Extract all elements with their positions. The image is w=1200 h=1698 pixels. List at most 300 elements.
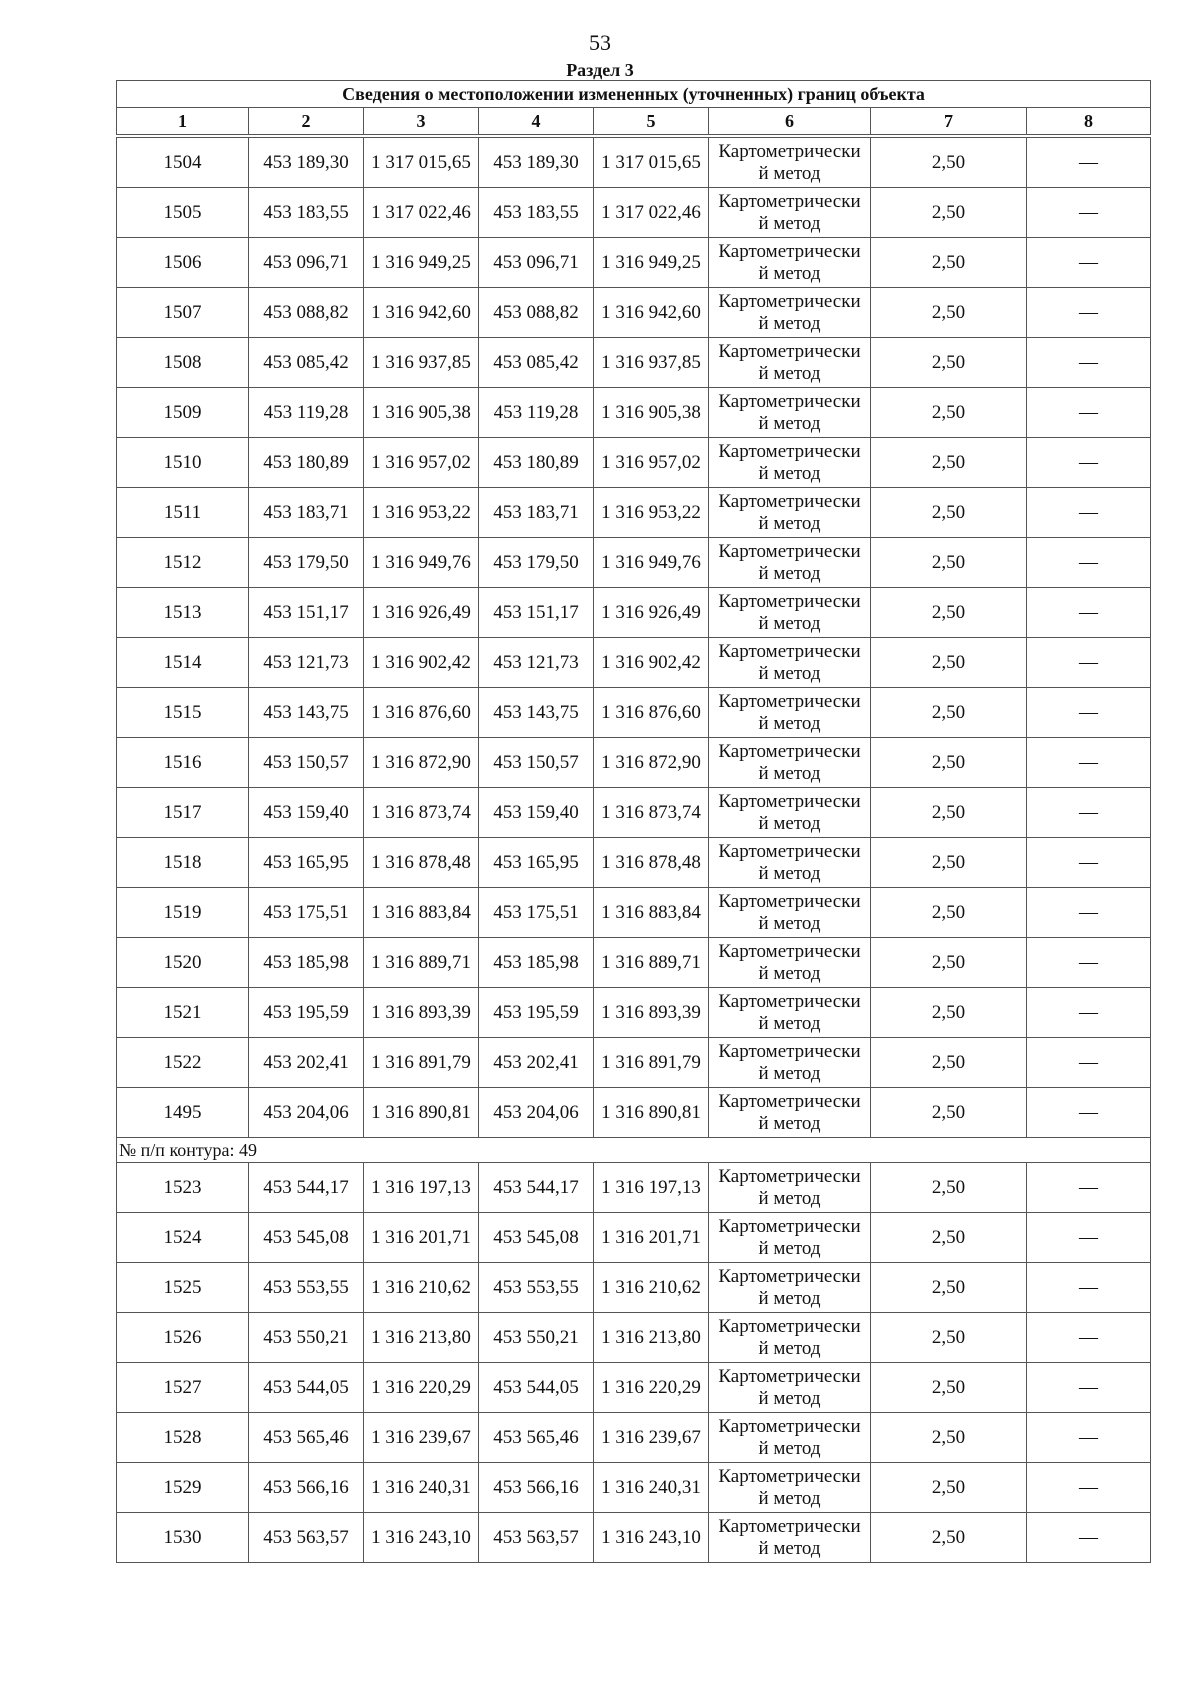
cell-acc: 2,50 [871, 238, 1027, 288]
cell-method [709, 1263, 871, 1313]
table-caption-row [117, 81, 1151, 108]
method-line: й метод [758, 512, 821, 534]
cell-y2: 1 316 949,76 [594, 538, 709, 588]
cell-x1: 453 150,57 [249, 738, 364, 788]
column-header: 6 [709, 108, 871, 135]
cell-x2: 453 185,98 [479, 938, 594, 988]
cell-n: 1516 [117, 738, 249, 788]
cell-acc: 2,50 [871, 1038, 1027, 1088]
method-line: Картометрически [718, 990, 861, 1012]
cell-method [709, 438, 871, 488]
cell-note: — [1027, 988, 1151, 1038]
cell-note: — [1027, 688, 1151, 738]
table-row [117, 1038, 1151, 1088]
cell-method [709, 138, 871, 188]
cell-y1: 1 316 891,79 [364, 1038, 479, 1088]
table-row [117, 1263, 1151, 1313]
column-header: 7 [871, 108, 1027, 135]
cell-note: — [1027, 738, 1151, 788]
cell-x1: 453 085,42 [249, 338, 364, 388]
method-line: Картометрически [718, 1265, 861, 1287]
cell-method [709, 838, 871, 888]
method-line: й метод [758, 612, 821, 634]
cell-x2: 453 088,82 [479, 288, 594, 338]
method-line: Картометрически [718, 540, 861, 562]
cell-x2: 453 566,16 [479, 1463, 594, 1513]
cell-n: 1505 [117, 188, 249, 238]
table-row [117, 988, 1151, 1038]
cell-x2: 453 159,40 [479, 788, 594, 838]
cell-acc: 2,50 [871, 438, 1027, 488]
cell-y2: 1 316 942,60 [594, 288, 709, 338]
cell-n: 1511 [117, 488, 249, 538]
cell-x2: 453 189,30 [479, 138, 594, 188]
method-line: й метод [758, 1287, 821, 1309]
cell-n: 1510 [117, 438, 249, 488]
method-line: й метод [758, 162, 821, 184]
cell-n: 1512 [117, 538, 249, 588]
table-row [117, 588, 1151, 638]
cell-note: — [1027, 1363, 1151, 1413]
table-row [117, 1088, 1151, 1138]
method-line: й метод [758, 762, 821, 784]
cell-note: — [1027, 538, 1151, 588]
cell-acc: 2,50 [871, 738, 1027, 788]
cell-method [709, 1363, 871, 1413]
method-line: й метод [758, 862, 821, 884]
method-line: Картометрически [718, 390, 861, 412]
method-line: Картометрически [718, 1415, 861, 1437]
method-line: Картометрически [718, 340, 861, 362]
cell-n: 1515 [117, 688, 249, 738]
cell-y1: 1 316 893,39 [364, 988, 479, 1038]
cell-acc: 2,50 [871, 1213, 1027, 1263]
cell-y2: 1 316 893,39 [594, 988, 709, 1038]
method-line: й метод [758, 1487, 821, 1509]
method-line: Картометрически [718, 890, 861, 912]
cell-y1: 1 316 243,10 [364, 1513, 479, 1563]
method-line: Картометрически [718, 590, 861, 612]
cell-method [709, 1038, 871, 1088]
cell-acc: 2,50 [871, 888, 1027, 938]
cell-x2: 453 180,89 [479, 438, 594, 488]
table-row [117, 788, 1151, 838]
section-title: Раздел 3 [566, 60, 634, 80]
cell-y1: 1 316 890,81 [364, 1088, 479, 1138]
cell-n: 1530 [117, 1513, 249, 1563]
cell-y1: 1 316 239,67 [364, 1413, 479, 1463]
table-row [117, 688, 1151, 738]
cell-y1: 1 316 949,76 [364, 538, 479, 588]
cell-note: — [1027, 138, 1151, 188]
method-line: Картометрически [718, 1315, 861, 1337]
cell-n: 1513 [117, 588, 249, 638]
cell-y2: 1 316 243,10 [594, 1513, 709, 1563]
cell-note: — [1027, 1163, 1151, 1213]
cell-y1: 1 316 240,31 [364, 1463, 479, 1513]
cell-x2: 453 204,06 [479, 1088, 594, 1138]
cell-note: — [1027, 838, 1151, 888]
cell-y2: 1 316 957,02 [594, 438, 709, 488]
cell-n: 1519 [117, 888, 249, 938]
cell-x1: 453 202,41 [249, 1038, 364, 1088]
contour-row [117, 1138, 1151, 1163]
cell-y1: 1 316 878,48 [364, 838, 479, 888]
cell-x2: 453 550,21 [479, 1313, 594, 1363]
cell-acc: 2,50 [871, 988, 1027, 1038]
cell-acc: 2,50 [871, 388, 1027, 438]
method-line: й метод [758, 1012, 821, 1034]
table-row [117, 638, 1151, 688]
cell-x2: 453 121,73 [479, 638, 594, 688]
cell-method [709, 188, 871, 238]
cell-note: — [1027, 888, 1151, 938]
method-line: Картометрически [718, 1090, 861, 1112]
cell-method [709, 238, 871, 288]
cell-acc: 2,50 [871, 938, 1027, 988]
cell-method [709, 288, 871, 338]
method-line: й метод [758, 962, 821, 984]
cell-n: 1518 [117, 838, 249, 888]
table-row [117, 938, 1151, 988]
cell-method [709, 1463, 871, 1513]
cell-y2: 1 317 022,46 [594, 188, 709, 238]
method-line: Картометрически [718, 1365, 861, 1387]
cell-x2: 453 175,51 [479, 888, 594, 938]
cell-note: — [1027, 438, 1151, 488]
cell-y2: 1 316 197,13 [594, 1163, 709, 1213]
table-row [117, 1213, 1151, 1263]
method-line: Картометрически [718, 1165, 861, 1187]
cell-y2: 1 316 878,48 [594, 838, 709, 888]
method-line: й метод [758, 1062, 821, 1084]
cell-x2: 453 119,28 [479, 388, 594, 438]
method-line: й метод [758, 212, 821, 234]
cell-method [709, 488, 871, 538]
cell-y1: 1 316 876,60 [364, 688, 479, 738]
cell-x2: 453 544,17 [479, 1163, 594, 1213]
cell-method [709, 888, 871, 938]
column-header: 4 [479, 108, 594, 135]
column-header: 8 [1027, 108, 1151, 135]
method-line: й метод [758, 1387, 821, 1409]
page-number: 53 [589, 30, 611, 55]
cell-y1: 1 316 201,71 [364, 1213, 479, 1263]
cell-method [709, 1413, 871, 1463]
cell-x1: 453 180,89 [249, 438, 364, 488]
cell-note: — [1027, 638, 1151, 688]
cell-acc: 2,50 [871, 688, 1027, 738]
method-line: й метод [758, 362, 821, 384]
method-line: й метод [758, 912, 821, 934]
cell-acc: 2,50 [871, 788, 1027, 838]
cell-n: 1507 [117, 288, 249, 338]
cell-method [709, 1513, 871, 1563]
cell-note: — [1027, 1263, 1151, 1313]
method-line: й метод [758, 562, 821, 584]
method-line: Картометрически [718, 740, 861, 762]
cell-x1: 453 563,57 [249, 1513, 364, 1563]
cell-note: — [1027, 338, 1151, 388]
cell-y2: 1 316 210,62 [594, 1263, 709, 1313]
method-line: й метод [758, 312, 821, 334]
cell-x1: 453 566,16 [249, 1463, 364, 1513]
cell-n: 1526 [117, 1313, 249, 1363]
cell-y1: 1 316 902,42 [364, 638, 479, 688]
cell-x2: 453 096,71 [479, 238, 594, 288]
cell-acc: 2,50 [871, 288, 1027, 338]
cell-x1: 453 565,46 [249, 1413, 364, 1463]
table-row [117, 388, 1151, 438]
cell-x1: 453 151,17 [249, 588, 364, 638]
table-row [117, 438, 1151, 488]
cell-acc: 2,50 [871, 1513, 1027, 1563]
cell-x1: 453 183,71 [249, 488, 364, 538]
method-line: Картометрически [718, 140, 861, 162]
cell-y2: 1 316 937,85 [594, 338, 709, 388]
cell-y2: 1 316 949,25 [594, 238, 709, 288]
cell-method [709, 1213, 871, 1263]
cell-n: 1506 [117, 238, 249, 288]
cell-x1: 453 553,55 [249, 1263, 364, 1313]
table-caption: Сведения о местоположении измененных (уточненных) границ объекта [117, 81, 1151, 108]
cell-y2: 1 316 891,79 [594, 1038, 709, 1088]
method-line: Картометрически [718, 840, 861, 862]
cell-acc: 2,50 [871, 838, 1027, 888]
cell-x2: 453 151,17 [479, 588, 594, 638]
cell-x1: 453 544,17 [249, 1163, 364, 1213]
table-row [117, 1413, 1151, 1463]
cell-acc: 2,50 [871, 538, 1027, 588]
cell-note: — [1027, 1313, 1151, 1363]
cell-y2: 1 316 890,81 [594, 1088, 709, 1138]
cell-y2: 1 316 876,60 [594, 688, 709, 738]
cell-x2: 453 553,55 [479, 1263, 594, 1313]
cell-method [709, 988, 871, 1038]
cell-x1: 453 143,75 [249, 688, 364, 738]
cell-y1: 1 316 942,60 [364, 288, 479, 338]
table-row [117, 888, 1151, 938]
contour-label: № п/п контура: 49 [117, 1138, 1151, 1163]
cell-x1: 453 096,71 [249, 238, 364, 288]
cell-y1: 1 316 197,13 [364, 1163, 479, 1213]
cell-x2: 453 143,75 [479, 688, 594, 738]
cell-x1: 453 165,95 [249, 838, 364, 888]
cell-acc: 2,50 [871, 1313, 1027, 1363]
cell-note: — [1027, 388, 1151, 438]
cell-n: 1528 [117, 1413, 249, 1463]
table-row [117, 338, 1151, 388]
cell-n: 1517 [117, 788, 249, 838]
cell-x1: 453 544,05 [249, 1363, 364, 1413]
cell-x1: 453 159,40 [249, 788, 364, 838]
cell-note: — [1027, 288, 1151, 338]
cell-method [709, 938, 871, 988]
cell-note: — [1027, 1413, 1151, 1463]
cell-y1: 1 316 883,84 [364, 888, 479, 938]
cell-note: — [1027, 1463, 1151, 1513]
table-row [117, 738, 1151, 788]
cell-x1: 453 175,51 [249, 888, 364, 938]
table-row [117, 538, 1151, 588]
cell-y2: 1 316 872,90 [594, 738, 709, 788]
cell-acc: 2,50 [871, 338, 1027, 388]
column-header: 3 [364, 108, 479, 135]
method-line: Картометрически [718, 1465, 861, 1487]
cell-note: — [1027, 188, 1151, 238]
cell-y2: 1 316 889,71 [594, 938, 709, 988]
method-line: Картометрически [718, 1215, 861, 1237]
cell-y2: 1 316 902,42 [594, 638, 709, 688]
cell-x1: 453 179,50 [249, 538, 364, 588]
cell-n: 1523 [117, 1163, 249, 1213]
table-row [117, 1313, 1151, 1363]
cell-y2: 1 316 873,74 [594, 788, 709, 838]
cell-note: — [1027, 788, 1151, 838]
table-row [117, 138, 1151, 188]
cell-y1: 1 317 022,46 [364, 188, 479, 238]
cell-method [709, 538, 871, 588]
method-line: Картометрически [718, 690, 861, 712]
method-line: Картометрически [718, 290, 861, 312]
cell-method [709, 588, 871, 638]
cell-x1: 453 204,06 [249, 1088, 364, 1138]
cell-acc: 2,50 [871, 488, 1027, 538]
method-line: Картометрически [718, 1040, 861, 1062]
cell-y1: 1 316 949,25 [364, 238, 479, 288]
cell-n: 1508 [117, 338, 249, 388]
cell-note: — [1027, 488, 1151, 538]
cell-y2: 1 317 015,65 [594, 138, 709, 188]
cell-y2: 1 316 905,38 [594, 388, 709, 438]
cell-acc: 2,50 [871, 1413, 1027, 1463]
method-line: й метод [758, 1187, 821, 1209]
method-line: й метод [758, 462, 821, 484]
cell-n: 1520 [117, 938, 249, 988]
cell-x2: 453 544,05 [479, 1363, 594, 1413]
cell-x1: 453 185,98 [249, 938, 364, 988]
cell-method [709, 388, 871, 438]
cell-n: 1525 [117, 1263, 249, 1313]
method-line: Картометрически [718, 790, 861, 812]
method-line: Картометрически [718, 640, 861, 662]
cell-note: — [1027, 1513, 1151, 1563]
cell-y1: 1 316 957,02 [364, 438, 479, 488]
cell-note: — [1027, 1213, 1151, 1263]
cell-x1: 453 121,73 [249, 638, 364, 688]
cell-method [709, 1163, 871, 1213]
table-row [117, 1463, 1151, 1513]
cell-y1: 1 316 953,22 [364, 488, 479, 538]
cell-x2: 453 563,57 [479, 1513, 594, 1563]
table-row [117, 1513, 1151, 1563]
cell-y2: 1 316 213,80 [594, 1313, 709, 1363]
cell-x1: 453 545,08 [249, 1213, 364, 1263]
cell-n: 1527 [117, 1363, 249, 1413]
method-line: й метод [758, 812, 821, 834]
cell-n: 1509 [117, 388, 249, 438]
cell-y1: 1 316 210,62 [364, 1263, 479, 1313]
cell-y2: 1 316 220,29 [594, 1363, 709, 1413]
table-row [117, 488, 1151, 538]
method-line: й метод [758, 662, 821, 684]
cell-x2: 453 565,46 [479, 1413, 594, 1463]
cell-y1: 1 316 213,80 [364, 1313, 479, 1363]
cell-n: 1504 [117, 138, 249, 188]
cell-y1: 1 316 873,74 [364, 788, 479, 838]
cell-n: 1529 [117, 1463, 249, 1513]
table-row [117, 188, 1151, 238]
cell-method [709, 1088, 871, 1138]
cell-n: 1514 [117, 638, 249, 688]
cell-note: — [1027, 938, 1151, 988]
cell-x2: 453 150,57 [479, 738, 594, 788]
column-header: 2 [249, 108, 364, 135]
method-line: Картометрически [718, 440, 861, 462]
method-line: Картометрически [718, 190, 861, 212]
cell-method [709, 338, 871, 388]
method-line: й метод [758, 712, 821, 734]
cell-x2: 453 165,95 [479, 838, 594, 888]
cell-acc: 2,50 [871, 1263, 1027, 1313]
method-line: й метод [758, 1537, 821, 1559]
cell-method [709, 788, 871, 838]
cell-x2: 453 085,42 [479, 338, 594, 388]
cell-x2: 453 202,41 [479, 1038, 594, 1088]
column-header-row [117, 108, 1151, 135]
cell-n: 1524 [117, 1213, 249, 1263]
cell-y2: 1 316 926,49 [594, 588, 709, 638]
cell-x2: 453 183,71 [479, 488, 594, 538]
method-line: й метод [758, 1112, 821, 1134]
table-row [117, 1163, 1151, 1213]
cell-method [709, 1313, 871, 1363]
cell-y1: 1 316 905,38 [364, 388, 479, 438]
cell-note: — [1027, 1038, 1151, 1088]
cell-acc: 2,50 [871, 588, 1027, 638]
cell-y1: 1 316 889,71 [364, 938, 479, 988]
cell-x1: 453 183,55 [249, 188, 364, 238]
cell-x1: 453 088,82 [249, 288, 364, 338]
table-row [117, 238, 1151, 288]
cell-acc: 2,50 [871, 188, 1027, 238]
cell-y1: 1 316 926,49 [364, 588, 479, 638]
table-row [117, 838, 1151, 888]
cell-note: — [1027, 238, 1151, 288]
boundary-coordinates-table [116, 80, 1151, 1563]
cell-note: — [1027, 588, 1151, 638]
cell-acc: 2,50 [871, 1363, 1027, 1413]
cell-acc: 2,50 [871, 138, 1027, 188]
cell-x1: 453 189,30 [249, 138, 364, 188]
table-body [117, 135, 1151, 1563]
method-line: Картометрически [718, 240, 861, 262]
cell-n: 1522 [117, 1038, 249, 1088]
cell-acc: 2,50 [871, 1088, 1027, 1138]
cell-method [709, 638, 871, 688]
cell-n: 1521 [117, 988, 249, 1038]
cell-y1: 1 316 872,90 [364, 738, 479, 788]
cell-x2: 453 545,08 [479, 1213, 594, 1263]
cell-y1: 1 316 220,29 [364, 1363, 479, 1413]
cell-y1: 1 317 015,65 [364, 138, 479, 188]
method-line: й метод [758, 412, 821, 434]
method-line: Картометрически [718, 1515, 861, 1537]
cell-x1: 453 195,59 [249, 988, 364, 1038]
cell-acc: 2,50 [871, 638, 1027, 688]
cell-n: 1495 [117, 1088, 249, 1138]
cell-method [709, 688, 871, 738]
